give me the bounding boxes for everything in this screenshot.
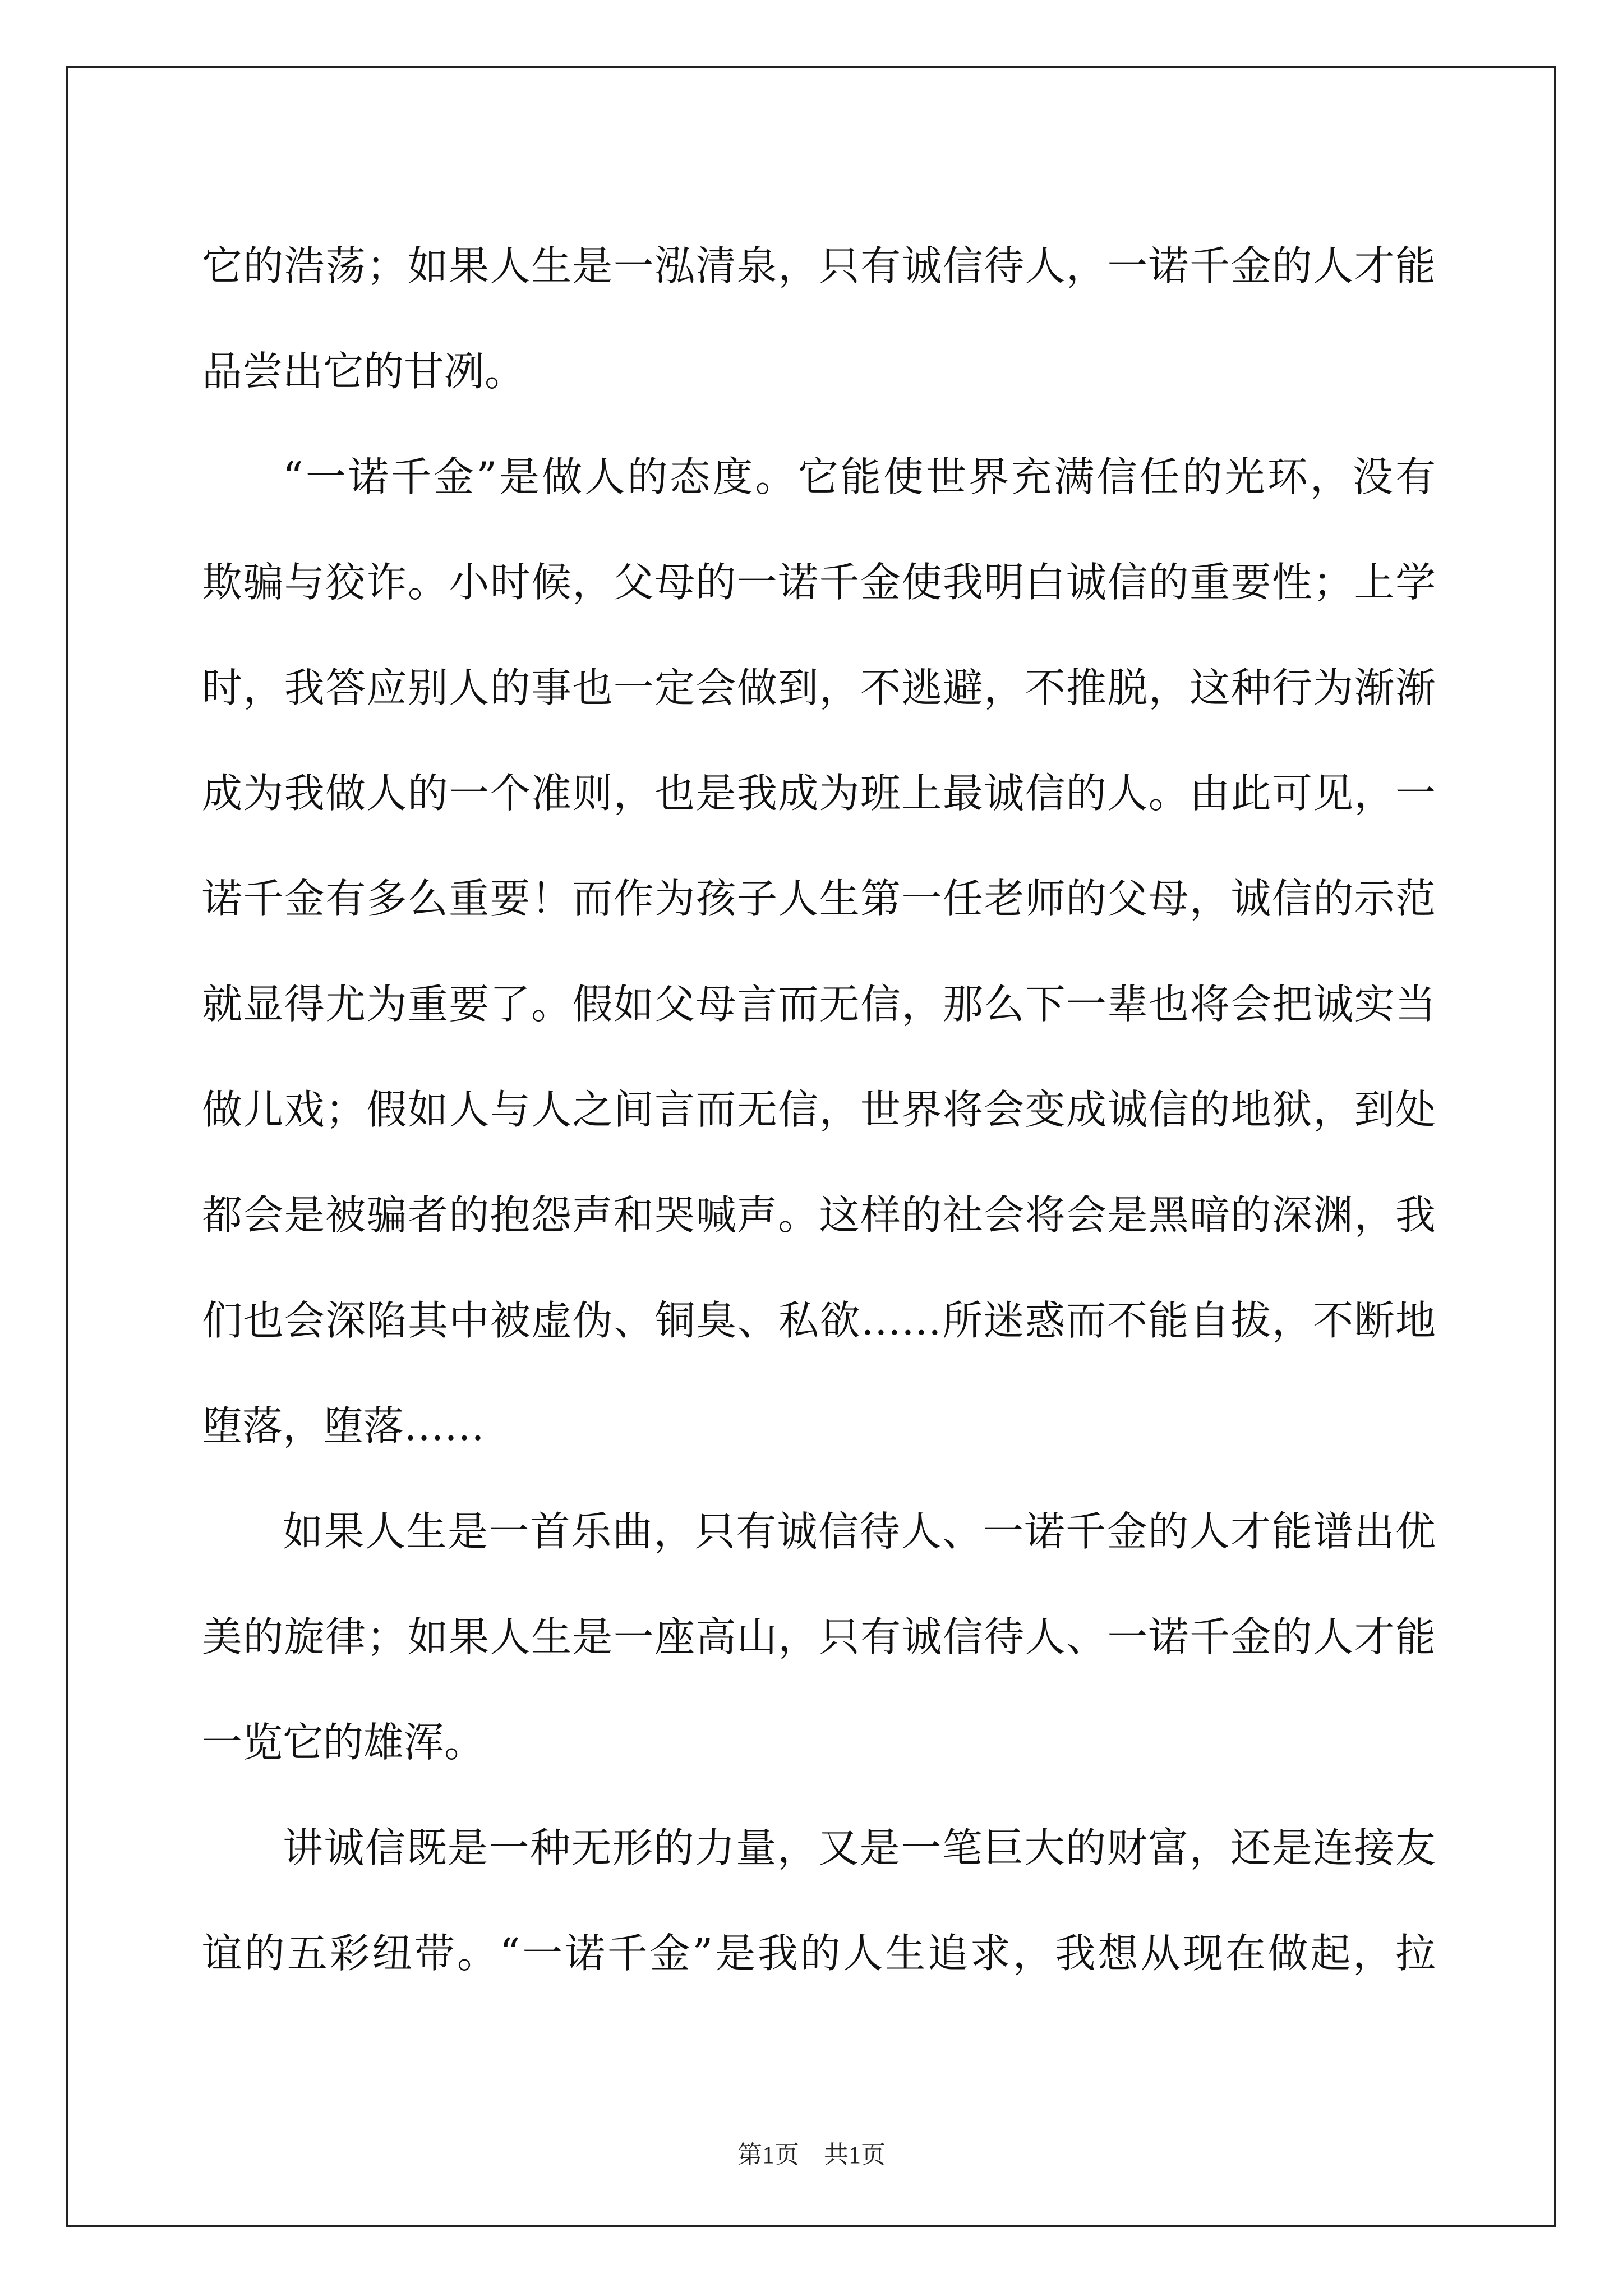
page-footer: 第1页 共1页	[737, 2141, 886, 2169]
text-line: 做儿戏；假如人与人之间言而无信，世界将会变成诚信的地狱，到处	[202, 1086, 1436, 1133]
paragraph-first-line: “一诺千金”是做人的态度。它能使世界充满信任的光环，没有	[283, 453, 1436, 500]
text-line: 美的旋律；如果人生是一座高山，只有诚信待人、一诺千金的人才能	[202, 1613, 1436, 1660]
text-line: 时，我答应别人的事也一定会做到，不逃避，不推脱，这种行为渐渐	[202, 664, 1436, 711]
paragraph-first-line: 讲诚信既是一种无形的力量，又是一笔巨大的财富，还是连接友	[283, 1824, 1436, 1871]
text-line: 品尝出它的甘冽。	[202, 348, 525, 395]
text-line: 就显得尤为重要了。假如父母言而无信，那么下一辈也将会把诚实当	[202, 981, 1436, 1028]
document-body	[202, 213, 1436, 2006]
text-line: 它的浩荡；如果人生是一泓清泉，只有诚信待人，一诺千金的人才能	[202, 242, 1436, 289]
text-line: 堕落，堕落……	[202, 1402, 485, 1450]
text-line: 欺骗与狡诈。小时候，父母的一诺千金使我明白诚信的重要性；上学	[202, 559, 1436, 606]
paragraph-first-line: 如果人生是一首乐曲，只有诚信待人、一诺千金的人才能谱出优	[283, 1508, 1436, 1555]
text-line: 们也会深陷其中被虚伪、铜臭、私欲……所迷惑而不能自拔，不断地	[202, 1297, 1436, 1344]
text-line: 一览它的雄浑。	[202, 1719, 485, 1766]
text-line: 成为我做人的一个准则，也是我成为班上最诚信的人。由此可见，一	[202, 770, 1436, 817]
text-line: 都会是被骗者的抱怨声和哭喊声。这样的社会将会是黑暗的深渊，我	[202, 1191, 1436, 1239]
text-line: 谊的五彩纽带。“一诺千金”是我的人生追求，我想从现在做起，拉	[202, 1930, 1436, 1977]
text-line: 诺千金有多么重要！而作为孩子人生第一任老师的父母，诚信的示范	[202, 875, 1436, 922]
